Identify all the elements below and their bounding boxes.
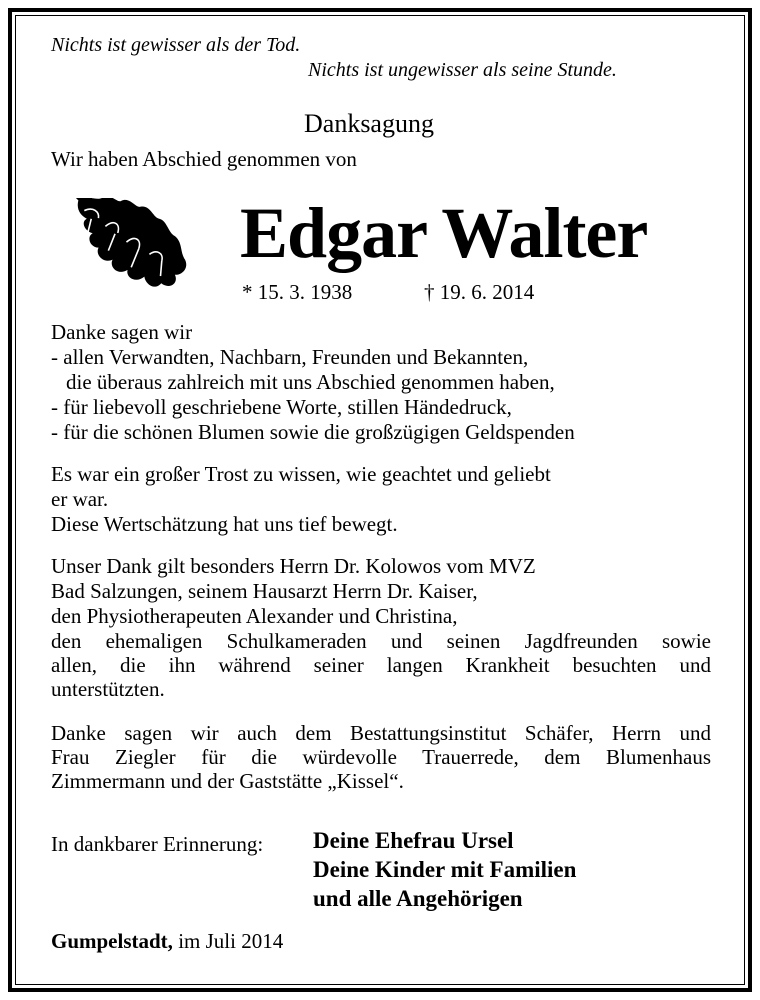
birth-date: * 15. 3. 1938 — [242, 280, 353, 304]
oak-leaf-icon — [52, 198, 198, 296]
paragraph2-line-2: Bad Salzungen, seinem Hausarzt Herrn Dr. Kaiser, — [51, 579, 478, 603]
footer-place: Gumpelstadt, — [51, 929, 173, 953]
quote-line-2: Nichts ist ungewisser als seine Stunde. — [308, 59, 617, 81]
paragraph1-line-3: Diese Wertschätzung hat uns tief bewegt. — [51, 512, 398, 536]
paragraph2-line-4: den ehemaligen Schulkameraden und seinen Jagdfreunden sowie — [51, 629, 711, 653]
thanks-item-1-cont: die überaus zahlreich mit uns Abschied genommen haben, — [66, 370, 555, 394]
deceased-name: Edgar Walter — [240, 193, 648, 273]
paragraph2-line-6: unterstützten. — [51, 677, 165, 701]
paragraph2-justified — [51, 629, 711, 701]
death-date: † 19. 6. 2014 — [424, 280, 535, 304]
footer — [51, 929, 283, 953]
paragraph1-line-2: er war. — [51, 487, 109, 511]
quote-line-1: Nichts ist gewisser als der Tod. — [51, 34, 301, 56]
paragraph3-line-1: Danke sagen wir auch dem Bestattungsinstitut Schäfer, Herrn und — [51, 721, 711, 745]
closing-label: In dankbarer Erinnerung: — [51, 832, 264, 856]
paragraph2-line-5: allen, die ihn während seiner langen Krankheit besuchten und — [51, 653, 711, 677]
paragraph3 — [51, 721, 711, 793]
paragraph3-line-2: Frau Ziegler für die würdevolle Trauerrede, dem Blumenhaus — [51, 745, 711, 769]
paragraph1-line-1: Es war ein großer Trost zu wissen, wie geachtet und geliebt — [51, 462, 551, 486]
paragraph2-line-3: den Physiotherapeuten Alexander und Christina, — [51, 604, 458, 628]
thanks-item-2: - für liebevoll geschriebene Worte, stillen Händedruck, — [51, 395, 512, 419]
intro-text: Wir haben Abschied genommen von — [51, 147, 357, 171]
paragraph3-line-3: Zimmermann und der Gaststätte „Kissel“. — [51, 769, 404, 793]
signer-spouse: Deine Ehefrau Ursel — [313, 828, 514, 853]
paragraph2-line-1: Unser Dank gilt besonders Herrn Dr. Kolowos vom MVZ — [51, 554, 536, 578]
heading: Danksagung — [304, 109, 434, 138]
signer-relatives: und alle Angehörigen — [313, 886, 523, 911]
footer-date: im Juli 2014 — [178, 929, 284, 953]
thanks-item-3: - für die schönen Blumen sowie die großzügigen Geldspenden — [51, 420, 575, 444]
thanks-intro: Danke sagen wir — [51, 320, 193, 344]
signer-children: Deine Kinder mit Familien — [313, 857, 577, 882]
thanks-item-1: - allen Verwandten, Nachbarn, Freunden und Bekannten, — [51, 345, 529, 369]
